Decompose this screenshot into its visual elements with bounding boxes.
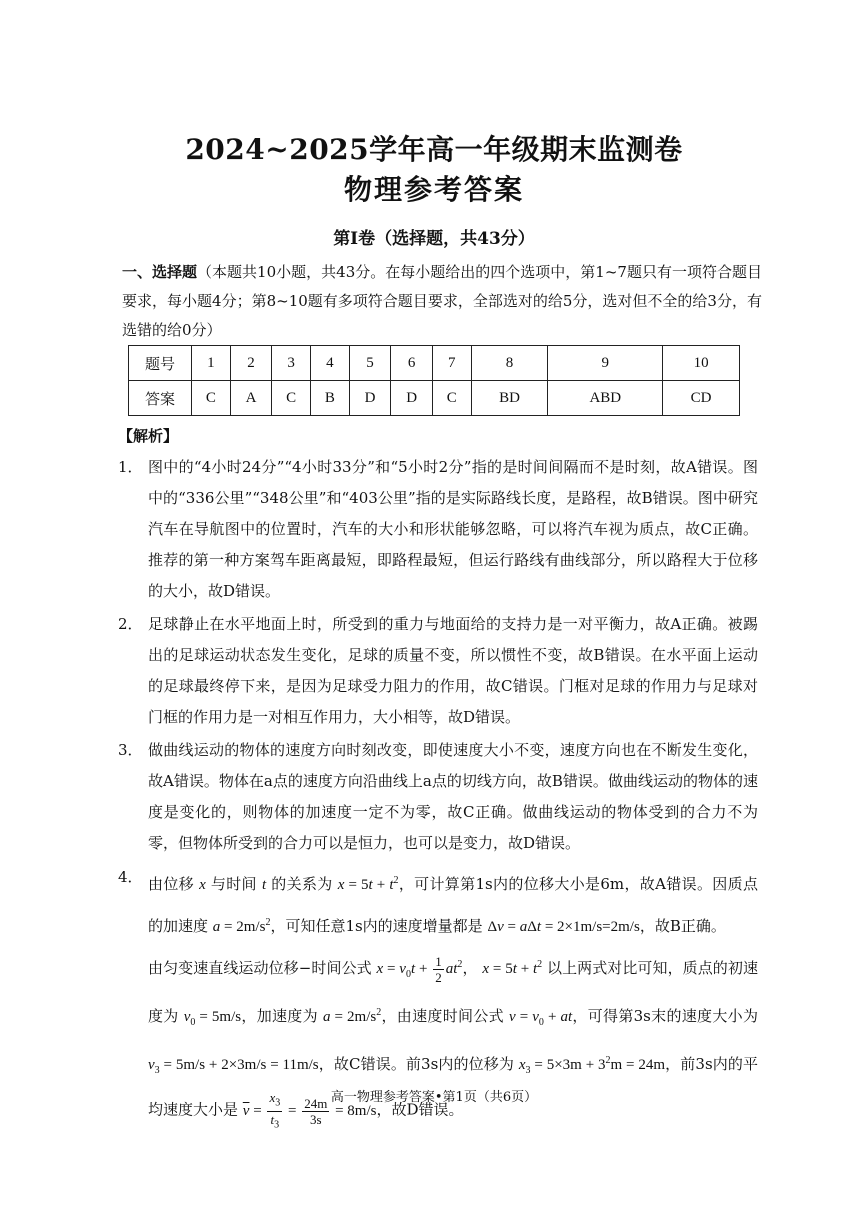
analysis-heading: 【解析】 xyxy=(118,427,179,445)
list-item xyxy=(118,735,758,859)
answer-table xyxy=(128,345,740,416)
item-number: 2． xyxy=(118,615,143,633)
instructions-text: （本题共10小题，共43分。在每小题给出的四个选项中，第1~7题只有一项符合题目要求，每小题4分；第8~10题有多项符合题目要求，全部选对的给5分，选对但不全的给3分，有选错的给0分） xyxy=(122,263,762,339)
question-number: 1 xyxy=(192,346,231,381)
answer-cell: C xyxy=(192,381,231,416)
question-number: 3 xyxy=(272,346,311,381)
item-text: 由位移 x 与时间 t 的关系为 $x = 5t + t^2$，可计算第1s内的位移大小是6m，故A错误。因质点的加速度 $a = 2m/s^2$，可知任意1s内的速度增量都是 Δv = aΔt = 2×1m/s=2m/s，故B正确。 由匀变速直线运动位移−时间公式 $x = v_0t$ + $\frac{1}{2}$ $at^2$， $x = 5t + t^2$ 以上两式对比可知，质点的初速度为 $v_0 = 5m/s$，加速度为 $a = 2m/s^2$，由速度时间公式 $v = v_0$ + at，可得第3s末的速度大小为 $v_3 = 5m/s + 2\times 3m/s = 11m/s$，故C错误。前3s内的位移为 $x_3 = 5\times 3m + 3^2m = 24m$，前3s内的平均速度大小是 $\overline{v}$ = $\frac{x_3}{t_3}$ = $\frac{24m}{3s}$ = 8m/s，故D错误。 xyxy=(148,875,758,1131)
item-number: 1． xyxy=(118,458,143,476)
question-number: 5 xyxy=(349,346,391,381)
page-footer: 高一物理参考答案•第1页（共6页） xyxy=(330,1090,538,1105)
row-label-number: 题号 xyxy=(129,346,192,381)
section-heading: 第Ⅰ卷（选择题，共43分） xyxy=(333,229,535,249)
exam-subtitle: 物理参考答案 xyxy=(343,173,524,206)
answer-cell: CD xyxy=(663,381,740,416)
question-number: 8 xyxy=(471,346,548,381)
instructions xyxy=(122,258,762,345)
exam-title: 2024~2025学年高一年级期末监测卷 xyxy=(185,133,683,166)
answer-cell: D xyxy=(349,381,391,416)
answer-cell: B xyxy=(311,381,350,416)
answer-cell: C xyxy=(272,381,311,416)
row-label-answer: 答案 xyxy=(129,381,192,416)
question-number: 7 xyxy=(432,346,471,381)
analysis-list xyxy=(118,452,758,1132)
question-number: 2 xyxy=(230,346,272,381)
item-text: 图中的“4小时24分”“4小时33分”和“5小时2分”指的是时间间隔而不是时刻，故A错误。图中的“336公里”“348公里”和“403公里”指的是实际路线长度，是路程，故B错误。图中研究汽车在导航图中的位置时，汽车的大小和形状能够忽略，可以将汽车视为质点，故C正确。 推荐的第一种方案驾车距离最短，即路程最短，但运行路线有曲线部分，所以路程大于位移的大小，故D错误。 xyxy=(148,458,758,600)
table-row-answers xyxy=(129,381,740,416)
list-item xyxy=(118,452,758,607)
answer-cell: A xyxy=(230,381,272,416)
question-number: 4 xyxy=(311,346,350,381)
instructions-label: 一、选择题 xyxy=(122,263,198,281)
answer-cell: C xyxy=(432,381,471,416)
question-number: 9 xyxy=(548,346,663,381)
list-item xyxy=(118,609,758,733)
answer-cell: BD xyxy=(471,381,548,416)
question-number: 6 xyxy=(391,346,433,381)
answer-cell: ABD xyxy=(548,381,663,416)
answer-cell: D xyxy=(391,381,433,416)
item-text: 足球静止在水平地面上时，所受到的重力与地面给的支持力是一对平衡力，故A正确。被踢出的足球运动状态发生变化，足球的质量不变，所以惯性不变，故B错误。在水平面上运动的足球最终停下来，是因为足球受力阻力的作用，故C错误。门框对足球的作用力与足球对门框的作用力是一对相互作用力，大小相等，故D错误。 xyxy=(148,615,758,726)
item-text: 做曲线运动的物体的速度方向时刻改变，即使速度大小不变，速度方向也在不断发生变化，故A错误。物体在a点的速度方向沿曲线上a点的切线方向，故B错误。做曲线运动的物体的速度是变化的，则物体的加速度一定不为零，故C正确。做曲线运动的物体受到的合力不为零，但物体所受到的合力可以是恒力，也可以是变力，故D错误。 xyxy=(148,741,758,852)
question-number: 10 xyxy=(663,346,740,381)
item-number: 4． xyxy=(118,868,143,886)
item-number: 3． xyxy=(118,741,143,759)
table-row-numbers xyxy=(129,346,740,381)
